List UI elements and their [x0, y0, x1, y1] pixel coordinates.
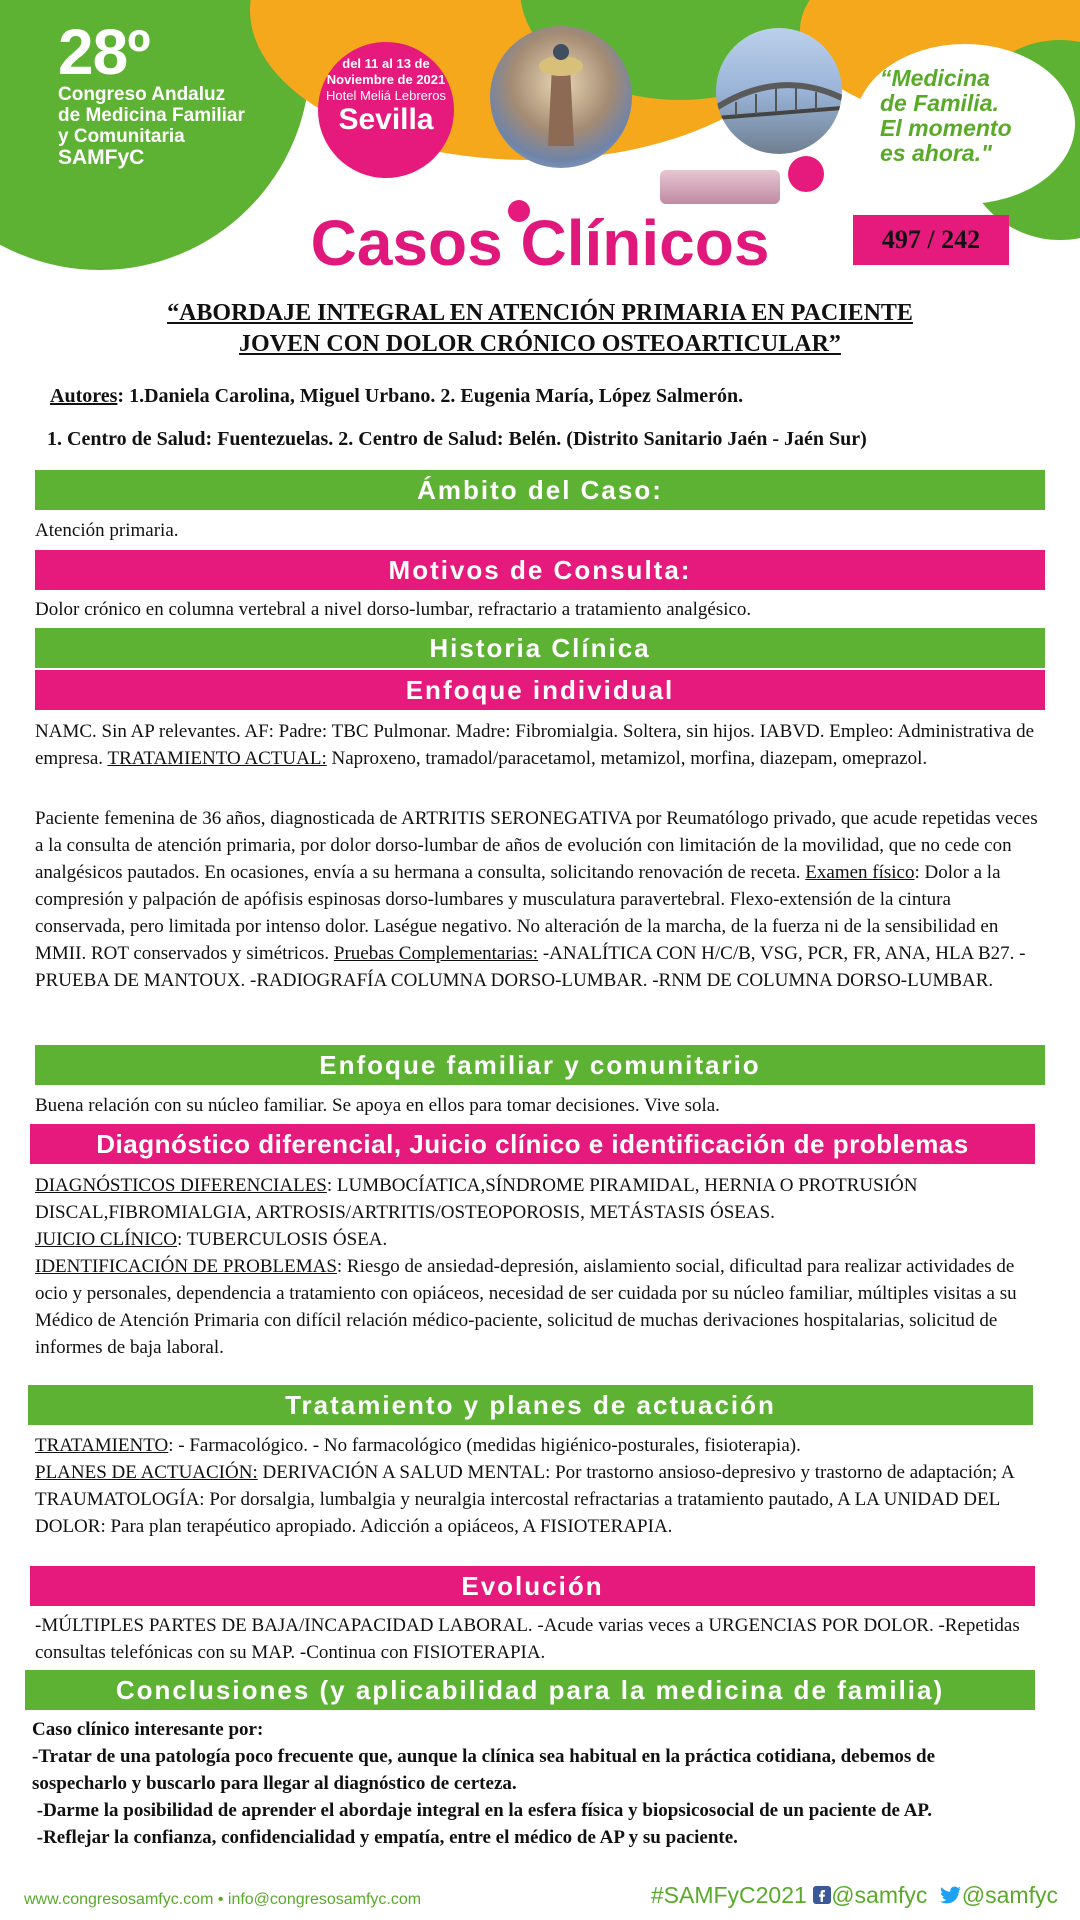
footer-links: www.congresosamfyc.com • info@congresosamfyc.com [24, 1891, 422, 1908]
juicio-text: : TUBERCULOSIS ÓSEA. [176, 1229, 388, 1250]
diferenciales-label: DIAGNÓSTICOS DIFERENCIALES [35, 1175, 327, 1196]
section-familiar-header: Enfoque familiar y comunitario [35, 1045, 1045, 1085]
twitter-icon [940, 1883, 962, 1910]
diagnostico-diferenciales [35, 1172, 1045, 1226]
motto-line-3: El momento [880, 115, 1012, 141]
planes-desc: DERIVACIÓN A SALUD MENTAL: Por trastorno ansioso-depresivo y trastorno de adaptación; A TRAUMATOLOGÍA: Por dorsalgia, lumbalgia y neuralgia intercostal refractarias a tratamiento pautado, A LA UNIDAD DEL DOLOR: Para plan terapéutico apropiado. Adicción a opiáceos, A FISIOTERAPIA. [35, 1462, 1014, 1537]
tratamiento-label: TRATAMIENTO [35, 1435, 169, 1456]
motto [880, 66, 1012, 166]
venue: Hotel Meliá Lebreros [326, 88, 446, 103]
tratamiento-desc: : - Farmacológico. - No farmacológico (medidas higiénico-posturales, fisioterapia). [168, 1435, 801, 1456]
conclusiones-text [32, 1716, 1032, 1851]
congress-line-4: SAMFyC [58, 146, 145, 169]
individual-p1-a: NAMC. Sin AP relevantes. AF: Padre: TBC Pulmonar. Madre: Fibromialgia. Soltera, sin hijos. IABVD. Empleo: Administrativa de empresa. [35, 721, 1035, 769]
individual-p2-examen: Examen físico [805, 862, 915, 883]
motto-line-2: de Familia. [880, 90, 999, 116]
section-tratamiento-header: Tratamiento y planes de actuación [28, 1385, 1033, 1425]
city: Sevilla [338, 103, 434, 136]
problemas-text: : Riesgo de ansiedad-depresión, aislamiento social, dificultad para realizar actividades de ocio y personales, dependencia a tratamiento con opiáceos, necesidad de ser cuidada por su núcleo familiar, múltiples visitas a su Médico de Atención Primaria con difícil relación médico-paciente, solicitud de muchas derivaciones hospitalarias, solicitud de informes de baja laboral. [35, 1256, 1017, 1358]
pink-dot [788, 156, 824, 192]
date-line-2: Noviembre de 2021 [326, 72, 446, 87]
familiar-text: Buena relación con su núcleo familiar. Se apoya en ellos para tomar decisiones. Vive sola. [35, 1095, 720, 1116]
date-venue-badge [318, 42, 454, 178]
conclusion-line-2: -Tratar de una patología poco frecuente que, aunque la clínica sea habitual en la práctica cotidiana, debemos de sospecharlo y buscarlo para llegar al diagnóstico de certeza. [32, 1746, 936, 1794]
section-diagnostico-header: Diagnóstico diferencial, Juicio clínico e identificación de problemas [30, 1124, 1035, 1164]
section-motivos-header: Motivos de Consulta: [35, 550, 1045, 590]
diferenciales-text: : LUMBOCÍATICA,SÍNDROME PIRAMIDAL, HERNIA O PROTRUSIÓN DISCAL,FIBROMIALGIA, ARTROSIS/ARTRITIS/OSTEOPOROSIS, METÁSTASIS ÓSEAS. [35, 1175, 918, 1223]
authors-text: : 1.Daniela Carolina, Miguel Urbano. 2. Eugenia María, López Salmerón. [117, 385, 744, 407]
orange-dot [842, 12, 890, 60]
section-conclusiones-header: Conclusiones (y aplicabilidad para la medicina de familia) [25, 1670, 1035, 1710]
congress-line-1: Congreso Andaluz [58, 84, 226, 105]
bridge-photo [716, 28, 842, 154]
giralda-photo [490, 26, 632, 168]
congress-title-block [58, 16, 245, 169]
facebook-icon [813, 1883, 831, 1910]
hashtag: #SAMFyC2021 [650, 1882, 807, 1908]
diagnostico-text [35, 1172, 1045, 1361]
individual-p1-underlined: TRATAMIENTO ACTUAL: [107, 748, 327, 769]
congress-line-2: de Medicina Familiar [58, 105, 245, 126]
main-title: Casos Clínicos [310, 207, 770, 279]
section-individual-header: Enfoque individual [35, 670, 1045, 710]
tratamiento-line [35, 1432, 1045, 1459]
facebook-handle: @samfyc [831, 1882, 928, 1908]
problemas-label: IDENTIFICACIÓN DE PROBLEMAS [35, 1256, 337, 1277]
individual-p2-b: : Dolor a la compresión y palpación de apófisis espinosas dorso-lumbares y musculatura paravertebral. Flexo-extensión de la cintura conservada, pero limitada por intenso dolor. Laségue negativo. No alteración de la marcha, de la fuerza ni de la sensibilidad en MMII. ROT conservados y simétricos. [35, 862, 1001, 964]
case-title-line-2: JOVEN CON DOLOR CRÓNICO OSTEOARTICULAR” [239, 331, 841, 357]
tratamiento-text [35, 1432, 1045, 1540]
planes-line [35, 1459, 1045, 1540]
individual-p1-b: Naproxeno, tramadol/paracetamol, metamizol, morfina, diazepam, omeprazol. [326, 748, 928, 769]
evolucion-text: -MÚLTIPLES PARTES DE BAJA/INCAPACIDAD LABORAL. -Acude varias veces a URGENCIAS POR DOLOR. -Repetidas consultas telefónicas con su MAP. -Continua con FISIOTERAPIA. [35, 1615, 1020, 1663]
section-ambito-header: Ámbito del Caso: [35, 470, 1045, 510]
individual-p2-c: -ANALÍTICA CON H/C/B, VSG, PCR, FR, ANA, HLA B27. -PRUEBA DE MANTOUX. -RADIOGRAFÍA COLUMNA DORSO-LUMBAR. -RNM DE COLUMNA DORSO-LUMBAR. [35, 943, 1026, 991]
individual-paragraph-1 [35, 718, 1045, 772]
planes-label: PLANES DE ACTUACIÓN: [35, 1462, 258, 1483]
individual-paragraph-2 [35, 805, 1045, 994]
case-code-badge: 497 / 242 [853, 215, 1009, 265]
ambito-text: Atención primaria. [35, 520, 179, 541]
conclusion-line-1: Caso clínico interesante por: [32, 1719, 264, 1740]
section-evolucion-header: Evolución [30, 1566, 1035, 1606]
case-title-line-1: “ABORDAJE INTEGRAL EN ATENCIÓN PRIMARIA EN PACIENTE [167, 300, 913, 326]
identificacion-problemas [35, 1253, 1045, 1361]
conclusion-line-3: -Darme la posibilidad de aprender el abordaje integral en la esfera física y biopsicosocial de un paciente de AP. [32, 1800, 933, 1821]
section-historia-header: Historia Clínica [35, 628, 1045, 668]
footer-social [651, 1882, 1058, 1910]
motto-line-4: es ahora." [880, 140, 992, 166]
juicio-clinico [35, 1226, 1045, 1253]
conclusion-line-4: -Reflejar la confianza, confidencialidad y empatía, entre el médico de AP y su paciente. [32, 1827, 738, 1848]
date-line-1: del 11 al 13 de [342, 56, 430, 71]
twitter-handle: @samfyc [961, 1882, 1058, 1908]
authors-label: Autores [50, 385, 118, 407]
juicio-label: JUICIO CLÍNICO [35, 1229, 177, 1250]
centers: 1. Centro de Salud: Fuentezuelas. 2. Centro de Salud: Belén. (Distrito Sanitario Jaén - Jaén Sur) [47, 428, 867, 450]
congress-number: 28º [58, 16, 150, 88]
motivos-text: Dolor crónico en columna vertebral a nivel dorso-lumbar, refractario a tratamiento analgésico. [35, 599, 752, 620]
congress-line-3: y Comunitaria [58, 126, 185, 147]
authors [50, 385, 743, 408]
building-photo [660, 170, 780, 204]
case-title [0, 298, 1080, 360]
individual-p2-pruebas: Pruebas Complementarias: [333, 943, 539, 964]
individual-p2-a: Paciente femenina de 36 años, diagnosticada de ARTRITIS SERONEGATIVA por Reumatólogo privado, que acude repetidas veces a la consulta de atención primaria, por dolor dorso-lumbar de años de evolución con limitación de la movilidad, que no cede con analgésicos pautados. En ocasiones, envía a su hermana a consulta, solicitando renovación de receta. [35, 808, 1038, 883]
motto-line-1: “Medicina [880, 65, 990, 91]
